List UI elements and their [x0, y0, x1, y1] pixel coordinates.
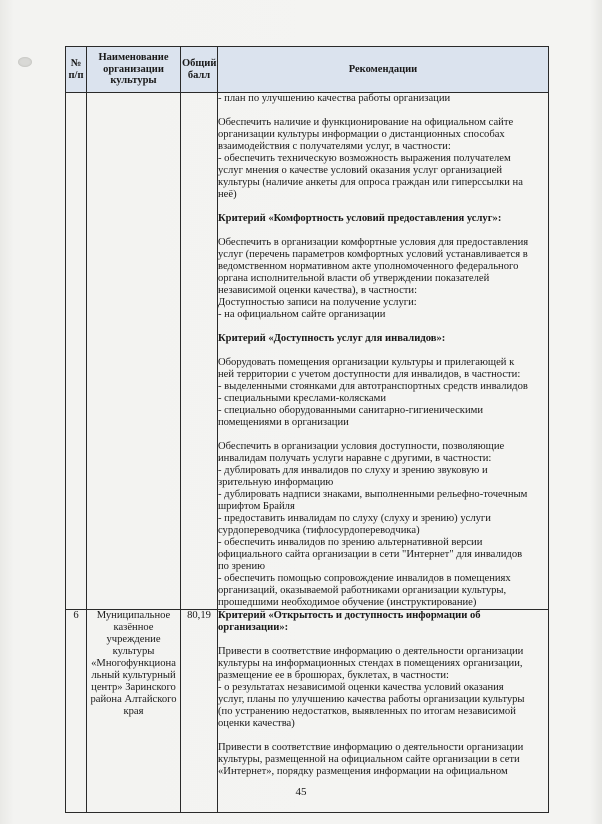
recommendation-line: «Интернет», порядку размещения информации на официальном — [218, 766, 508, 777]
recommendation-line: ведомственном нормативном акте уполномоченного федерального — [218, 261, 519, 272]
org-name-line: района Алтайского — [90, 694, 177, 705]
recommendation-line: - выделенными стоянками для автотранспортных средств инвалидов — [218, 381, 528, 392]
recommendation-line: помещениями в организации — [218, 417, 349, 428]
recommendation-line: сурдопереводчика (тифлосурдопереводчика) — [218, 525, 420, 536]
criterion-heading: Критерий «Доступность услуг для инвалидов»: — [218, 333, 446, 344]
org-name-line: культуры — [112, 646, 155, 657]
paragraph-gap — [218, 321, 548, 333]
org-name-line: «Многофункциона — [91, 658, 176, 669]
recommendation-line: шрифтом Брайля — [218, 501, 295, 512]
row-organization — [87, 93, 181, 610]
row-organization — [87, 610, 181, 813]
punch-hole — [18, 57, 32, 67]
paragraph-gap — [218, 429, 548, 441]
row-score — [181, 93, 218, 610]
org-name-line: Муниципальное — [96, 610, 171, 621]
recommendation-line: - обеспечить инвалидов по зрению альтернативной версии — [218, 537, 483, 548]
recommendation-line: взаимодействия с получателями услуг, в частности: — [218, 141, 451, 152]
paragraph-gap — [218, 634, 548, 646]
recommendation-line: ней территории с учетом доступности для инвалидов, в частности: — [218, 369, 521, 380]
criterion-heading: Критерий «Открытость и доступность информации об — [218, 610, 481, 621]
org-name-line: льный культурный — [91, 670, 176, 681]
recommendation-line: размещение ее в брошюрах, буклетах, в частности: — [218, 670, 449, 681]
recommendation-line: культуры, размещенной на официальном сайте организации в сети — [218, 754, 520, 765]
recommendation-line: - дублировать для инвалидов по слуху и зрению звуковую и — [218, 465, 488, 476]
recommendation-line: по зрению — [218, 561, 266, 572]
recommendation-line: Доступностью записи на получение услуги: — [218, 297, 417, 308]
recommendations-table — [65, 46, 549, 813]
recommendation-line: - специальными креслами-колясками — [218, 393, 386, 404]
page-number: 45 — [295, 786, 307, 798]
recommendation-line: услуг, планы по улучшению качества работы организации культуры — [218, 694, 525, 705]
recommendation-line: организаций, оказываемой работниками организации культуры, — [218, 585, 507, 596]
recommendation-line: - предоставить инвалидам по слуху (слуху и зрению) услуги — [218, 513, 491, 524]
recommendation-line: Обеспечить в организации условия доступности, позволяющие — [218, 441, 505, 452]
org-name-line: края — [123, 706, 144, 717]
row-score: 80,19 — [181, 610, 218, 813]
header-number: № п/п — [66, 47, 87, 93]
recommendation-line: - специально оборудованными санитарно-гигиеническими — [218, 405, 483, 416]
recommendation-line: инвалидам получать услуги наравне с другими, в частности: — [218, 453, 492, 464]
recommendation-line: зрительную информацию — [218, 477, 334, 488]
row-recommendations — [218, 93, 549, 610]
header-recommendations: Рекомендации — [218, 47, 549, 93]
recommendation-line: (по устранению недостатков, выявленных по итогам независимой — [218, 706, 516, 717]
header-organization: Наименование организации культуры — [87, 47, 181, 93]
recommendation-line: Обеспечить в организации комфортные условия для предоставления — [218, 237, 529, 248]
recommendation-line: неё) — [218, 189, 237, 200]
recommendation-line: Обеспечить наличие и функционирование на официальном сайте — [218, 117, 514, 128]
recommendation-line: Привести в соответствие информацию о деятельности организации — [218, 742, 524, 753]
criterion-heading: Критерий «Комфортность условий предоставления услуг»: — [218, 213, 502, 224]
recommendation-line: услуг (перечень параметров комфортных условий устанавливается в — [218, 249, 528, 260]
paragraph-gap — [218, 345, 548, 357]
table-row — [66, 93, 549, 610]
paragraph-gap — [218, 730, 548, 742]
recommendation-line: - обеспечить помощью сопровождение инвалидов в помещениях — [218, 573, 511, 584]
header-score: Общий балл — [181, 47, 218, 93]
org-name-line: центр» Заринского — [91, 682, 176, 693]
recommendation-line: культуры на информационных стендах в помещениях организации, — [218, 658, 523, 669]
recommendation-line: организации культуры информации о дистанционных способах — [218, 129, 505, 140]
paragraph-gap — [218, 105, 548, 117]
recommendation-line: органа исполнительной власти об утверждении показателей — [218, 273, 490, 284]
recommendation-line: - план по улучшению качества работы организации — [218, 93, 451, 104]
recommendation-line: Привести в соответствие информацию о деятельности организации — [218, 646, 524, 657]
row-recommendations — [218, 610, 549, 813]
recommendation-line: услуг мнения о качестве условий оказания услуг организацией — [218, 165, 503, 176]
criterion-heading: организации»: — [218, 622, 289, 633]
recommendation-line: оценки качества) — [218, 718, 295, 729]
recommendation-line: - о результатах независимой оценки качества условий оказания — [218, 682, 504, 693]
org-name-line: учреждение — [106, 634, 161, 645]
recommendation-line: - обеспечить техническую возможность выражения получателем — [218, 153, 511, 164]
recommendation-line: - дублировать надписи знаками, выполненными рельефно-точечным — [218, 489, 528, 500]
recommendation-line: прошедшими необходимое обучение (инструктирование) — [218, 597, 477, 608]
table-header-row — [66, 47, 549, 93]
row-number — [66, 93, 87, 610]
table-row — [66, 610, 549, 813]
paragraph-gap — [218, 201, 548, 213]
row-number: 6 — [66, 610, 87, 813]
recommendation-line: культуры (наличие анкеты для опроса граждан или гиперссылки на — [218, 177, 523, 188]
recommendation-line: официального сайта организации в сети "Интернет" для инвалидов — [218, 549, 523, 560]
recommendation-line: Оборудовать помещения организации культуры и прилегающей к — [218, 357, 515, 368]
org-name-line: казённое — [113, 622, 154, 633]
recommendation-line: независимой оценки качества), в частности: — [218, 285, 418, 296]
recommendation-line: - на официальном сайте организации — [218, 309, 386, 320]
paragraph-gap — [218, 225, 548, 237]
